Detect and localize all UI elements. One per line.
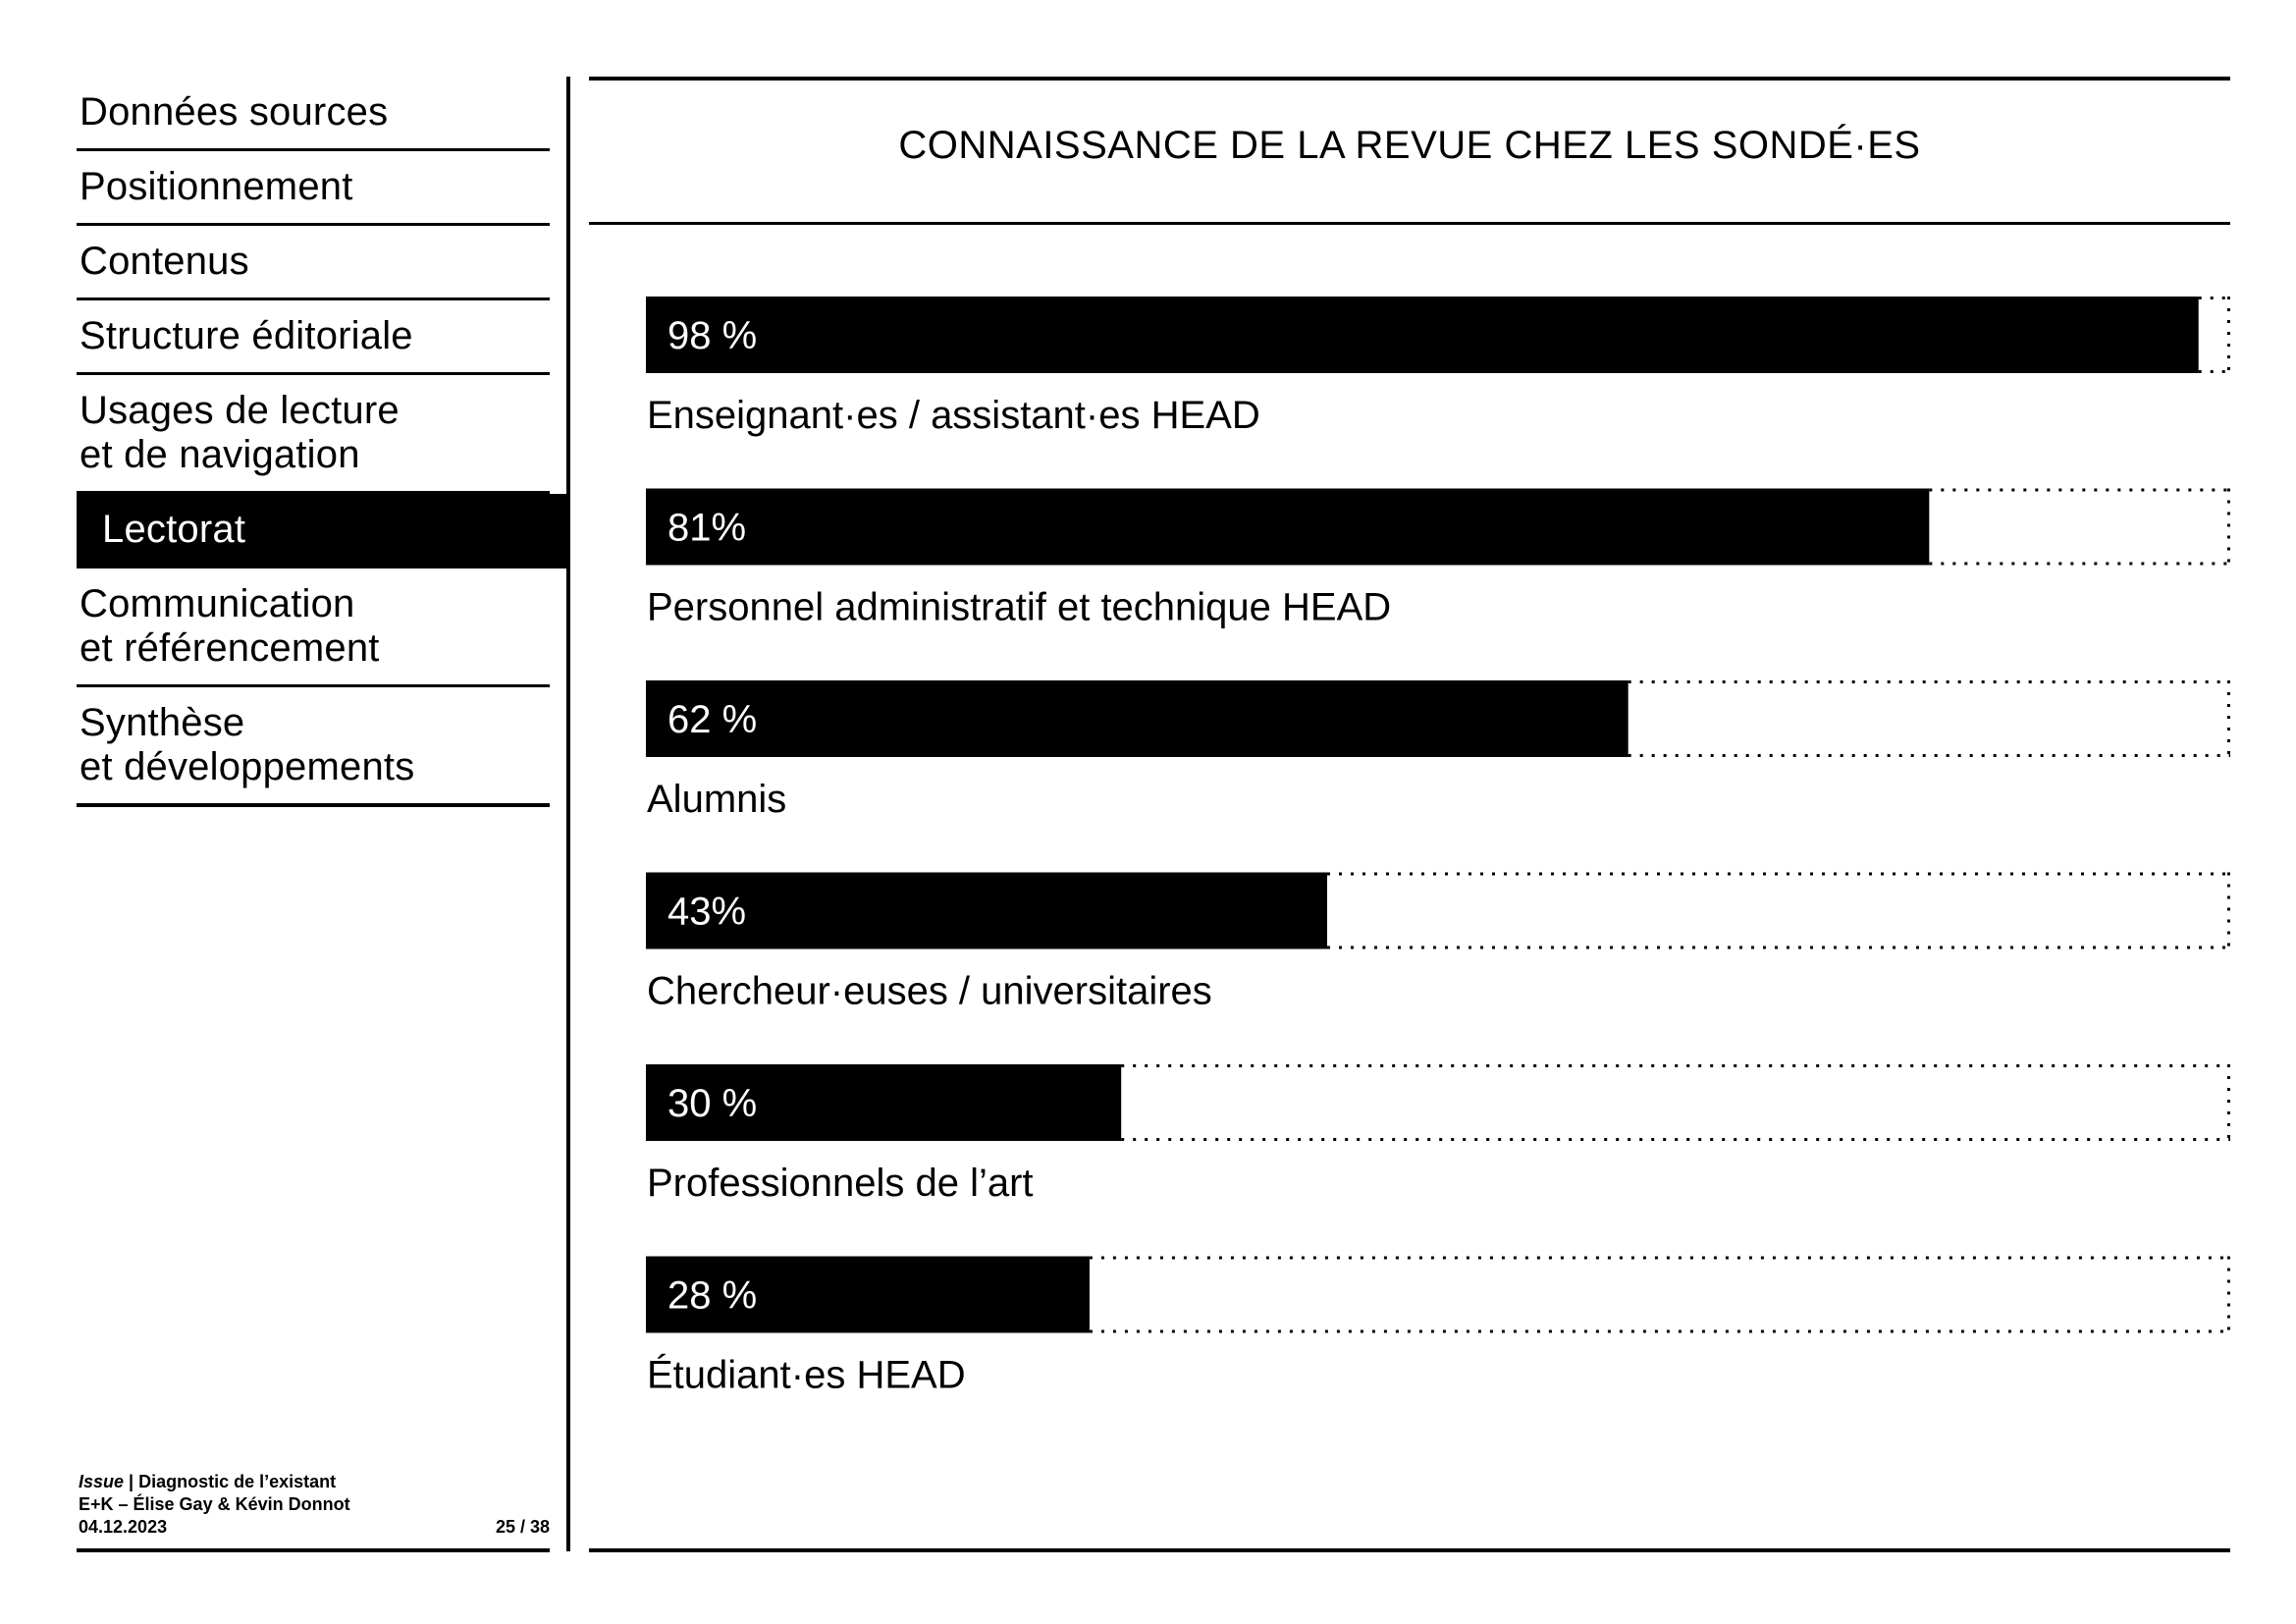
category-label: Alumnis	[647, 778, 787, 821]
category-label: Enseignant·es / assistant·es HEAD	[647, 394, 1260, 437]
bar	[646, 489, 1929, 566]
footer-page-number: 25 / 38	[495, 1517, 550, 1537]
category-label: Chercheur·euses / universitaires	[647, 969, 1212, 1013]
footer-date: 04.12.2023	[79, 1517, 168, 1537]
category-label: Professionnels de l’art	[647, 1162, 1034, 1205]
category-label: Personnel administratif et technique HEAD	[647, 585, 1392, 629]
footer-separator: |	[129, 1472, 134, 1491]
footer-doc-title: Diagnostic de l’existant	[138, 1472, 337, 1491]
bar-value-label: 30 %	[667, 1082, 758, 1125]
category-label: Étudiant·es HEAD	[647, 1353, 966, 1397]
nav-item-donnees-sources[interactable]: Données sources	[77, 77, 550, 151]
nav-item-positionnement[interactable]: Positionnement	[77, 151, 550, 226]
bar-value-label: 43%	[667, 890, 747, 934]
nav-item-usages-lecture[interactable]: Usages de lecture et de navigation	[77, 375, 550, 494]
nav-item-lectorat[interactable]: Lectorat	[77, 494, 567, 568]
bar	[646, 297, 2199, 373]
nav-item-communication[interactable]: Communication et référencement	[77, 568, 550, 687]
nav-item-synthese[interactable]: Synthèse et développements	[77, 687, 550, 807]
bar	[646, 873, 1327, 949]
nav-item-structure-editoriale[interactable]: Structure éditoriale	[77, 300, 550, 375]
bar	[646, 680, 1629, 757]
bar-value-label: 98 %	[667, 314, 758, 357]
bar-value-label: 81%	[667, 506, 747, 550]
bar-value-label: 62 %	[667, 698, 758, 741]
footer-issue: Issue	[79, 1472, 125, 1491]
footer-authors: E+K – Élise Gay & Kévin Donnot	[79, 1494, 350, 1514]
chart-title: CONNAISSANCE DE LA REVUE CHEZ LES SONDÉ·ES	[898, 124, 1921, 167]
nav-item-contenus[interactable]: Contenus	[77, 226, 550, 300]
bar-value-label: 28 %	[667, 1273, 758, 1318]
